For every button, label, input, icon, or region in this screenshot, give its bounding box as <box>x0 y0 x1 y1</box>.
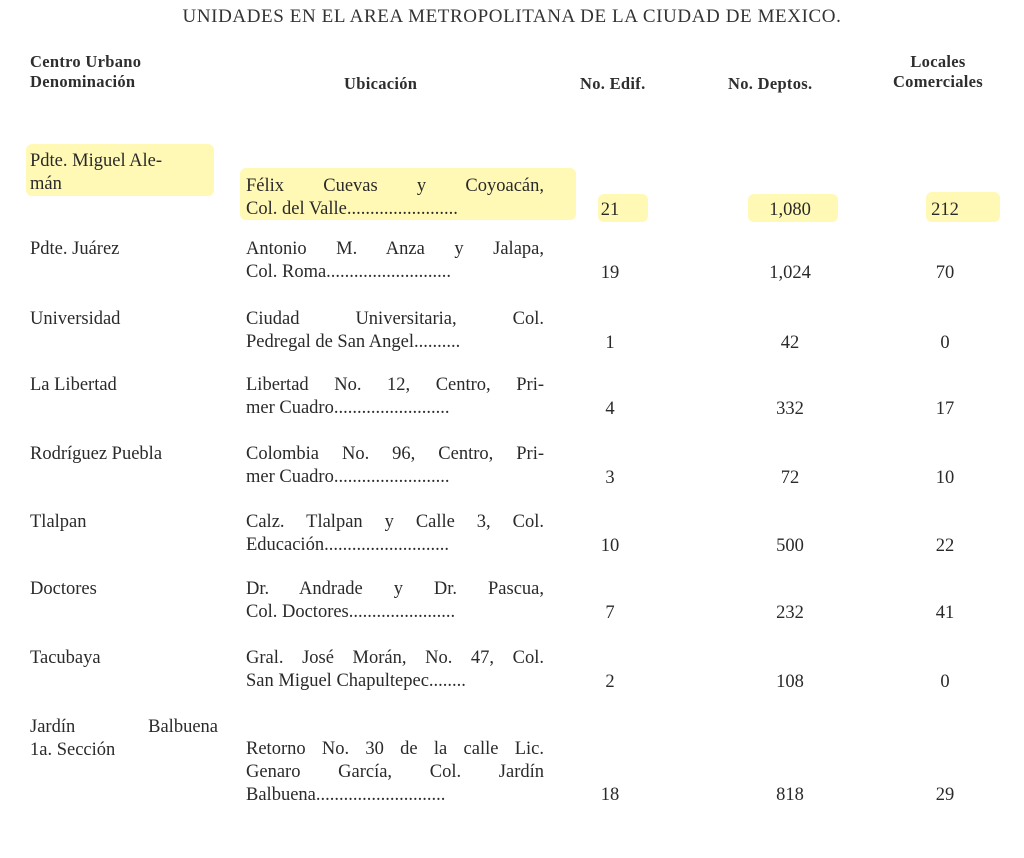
locales-value: 29 <box>935 785 955 805</box>
locales-value: 212 <box>931 200 959 220</box>
ubicacion-line: Gral. José Morán, No. 47, Col. <box>246 648 544 668</box>
name-line: Universidad <box>30 309 121 329</box>
no-edif-value: 21 <box>600 200 620 220</box>
ubicacion-cell <box>246 511 544 557</box>
ubicacion-line: mer Cuadro......................... <box>246 398 450 418</box>
ubicacion-line: San Miguel Chapultepec........ <box>246 671 466 691</box>
centro-urbano-name <box>30 511 230 534</box>
ubicacion-cell <box>246 238 544 284</box>
header-no-deptos: No. Deptos. <box>728 74 813 93</box>
locales-value: 22 <box>935 536 955 556</box>
centro-urbano-name <box>30 443 230 466</box>
name-line: Pdte. Juárez <box>30 239 120 259</box>
name-line: Rodríguez Puebla <box>30 444 163 464</box>
no-deptos-value: 500 <box>776 536 804 556</box>
centro-urbano-name <box>30 716 230 762</box>
centro-urbano-name <box>30 308 230 331</box>
name-line: Jardín Balbuena <box>30 717 218 737</box>
no-edif-value: 7 <box>605 603 615 623</box>
locales-value: 17 <box>935 399 955 419</box>
locales-value: 10 <box>935 468 955 488</box>
header-centro-line1: Centro Urbano <box>30 52 142 71</box>
centro-urbano-name <box>30 647 230 670</box>
ubicacion-cell <box>246 308 544 354</box>
name-line: Pdte. Miguel Ale- <box>30 151 163 171</box>
no-edif-value: 1 <box>605 333 615 353</box>
ubicacion-line: Retorno No. 30 de la calle Lic. <box>246 739 544 759</box>
ubicacion-line: Col. Doctores....................... <box>246 602 456 622</box>
no-deptos-value: 818 <box>776 785 804 805</box>
locales-value: 0 <box>940 333 950 353</box>
header-locales-line1: Locales <box>910 52 966 71</box>
locales-value: 70 <box>935 263 955 283</box>
no-deptos-value: 108 <box>776 672 804 692</box>
page-title: UNIDADES EN EL AREA METROPOLITANA DE LA CIUDAD DE MEXICO. <box>182 6 842 27</box>
ubicacion-line: Antonio M. Anza y Jalapa, <box>246 239 544 259</box>
ubicacion-line: Pedregal de San Angel.......... <box>246 332 461 352</box>
no-edif-value: 10 <box>600 536 620 556</box>
header-centro-line2: Denominación <box>30 72 136 91</box>
header-locales-comerciales <box>873 52 1003 92</box>
no-deptos-value: 1,080 <box>769 200 811 220</box>
locales-value: 41 <box>935 603 955 623</box>
ubicacion-cell <box>246 647 544 693</box>
no-edif-value: 3 <box>605 468 615 488</box>
name-line: 1a. Sección <box>30 740 116 760</box>
ubicacion-line: Balbuena............................ <box>246 785 446 805</box>
no-edif-value: 18 <box>600 785 620 805</box>
ubicacion-cell <box>246 738 544 807</box>
ubicacion-line: Col. del Valle........................ <box>246 199 458 219</box>
ubicacion-cell <box>246 578 544 624</box>
header-ubicacion: Ubicación <box>344 74 418 93</box>
ubicacion-line: Dr. Andrade y Dr. Pascua, <box>246 579 544 599</box>
header-locales-line2: Comerciales <box>892 72 984 91</box>
name-line: Tacubaya <box>30 648 101 668</box>
no-edif-value: 2 <box>605 672 615 692</box>
ubicacion-cell <box>246 175 544 221</box>
centro-urbano-name <box>30 374 230 397</box>
ubicacion-line: Genaro García, Col. Jardín <box>246 762 544 782</box>
ubicacion-cell <box>246 374 544 420</box>
header-no-edif: No. Edif. <box>580 74 646 93</box>
no-deptos-value: 42 <box>780 333 800 353</box>
ubicacion-line: Col. Roma........................... <box>246 262 452 282</box>
name-line: La Libertad <box>30 375 117 395</box>
ubicacion-line: Félix Cuevas y Coyoacán, <box>246 176 544 196</box>
centro-urbano-name <box>30 150 230 196</box>
no-edif-value: 4 <box>605 399 615 419</box>
ubicacion-line: Calz. Tlalpan y Calle 3, Col. <box>246 512 544 532</box>
no-deptos-value: 72 <box>780 468 800 488</box>
ubicacion-line: Libertad No. 12, Centro, Pri- <box>246 375 544 395</box>
ubicacion-cell <box>246 443 544 489</box>
ubicacion-line: Educación........................... <box>246 535 449 555</box>
ubicacion-line: Ciudad Universitaria, Col. <box>246 309 544 329</box>
no-deptos-value: 1,024 <box>769 263 811 283</box>
locales-value: 0 <box>940 672 950 692</box>
name-line: mán <box>30 174 62 194</box>
ubicacion-line: Colombia No. 96, Centro, Pri- <box>246 444 544 464</box>
centro-urbano-name <box>30 578 230 601</box>
name-line: Doctores <box>30 579 97 599</box>
name-line: Tlalpan <box>30 512 87 532</box>
no-deptos-value: 332 <box>776 399 804 419</box>
no-deptos-value: 232 <box>776 603 804 623</box>
ubicacion-line: mer Cuadro......................... <box>246 467 450 487</box>
centro-urbano-name <box>30 238 230 261</box>
header-centro-urbano <box>30 52 141 92</box>
no-edif-value: 19 <box>600 263 620 283</box>
